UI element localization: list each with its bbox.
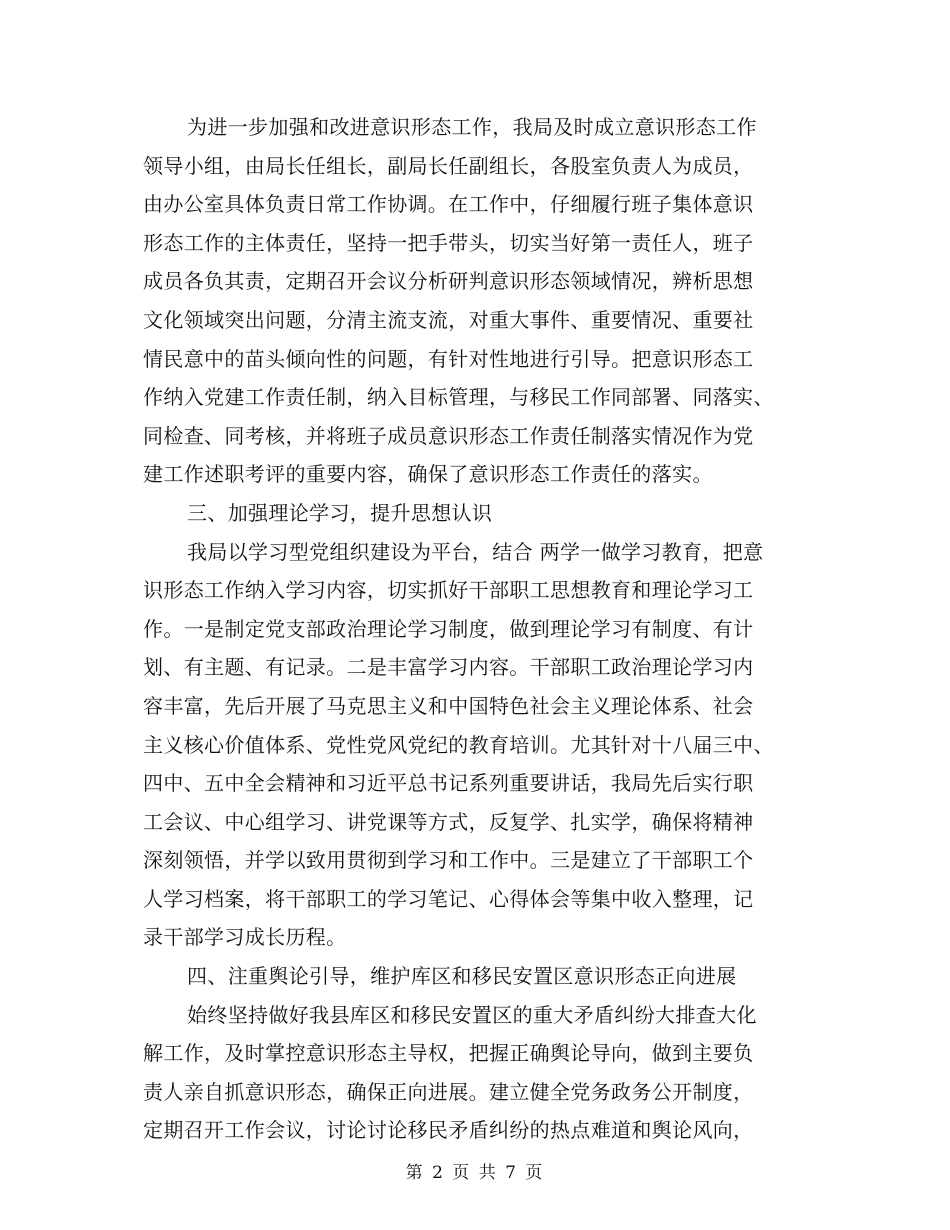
body-text	[143, 108, 811, 1150]
paragraph-line: 定期召开工作会议，讨论讨论移民矛盾纠纷的热点难道和舆论风向，	[143, 1118, 754, 1143]
section-heading: 三、加强理论学习，提升思想认识	[187, 500, 493, 525]
paragraph-line: 主义核心价值体系、党性党风党纪的教育培训。尤其针对十八届三中、	[143, 732, 774, 757]
paragraph-line: 容丰富，先后开展了马克思主义和中国特色社会主义理论体系、社会	[143, 693, 754, 718]
paragraph-line: 同检查、同考核，并将班子成员意识形态工作责任制落实情况作为党	[143, 423, 754, 448]
paragraph-line: 由办公室具体负责日常工作协调。在工作中，仔细履行班子集体意识	[143, 192, 754, 217]
paragraph-line: 录干部学习成长历程。	[143, 925, 347, 950]
paragraph-line: 四中、五中全会精神和习近平总书记系列重要讲话，我局先后实行职	[143, 771, 754, 796]
paragraph-line: 文化领域突出问题，分清主流支流，对重大事件、重要情况、重要社	[143, 307, 754, 332]
paragraph-line: 识形态工作纳入学习内容，切实抓好干部职工思想教育和理论学习工	[143, 578, 754, 603]
paragraph-line: 责人亲自抓意识形态，确保正向进展。建立健全党务政务公开制度，	[143, 1079, 754, 1104]
section-heading: 四、注重舆论引导，维护库区和移民安置区意识形态正向进展	[187, 964, 737, 989]
paragraph-line: 形态工作的主体责任，坚持一把手带头，切实当好第一责任人，班子	[143, 230, 754, 255]
paragraph-line: 领导小组，由局长任组长，副局长任副组长，各股室负责人为成员，	[143, 153, 754, 178]
paragraph-line: 建工作述职考评的重要内容，确保了意识形态工作责任的落实。	[143, 462, 713, 487]
paragraph-line: 深刻领悟，并学以致用贯彻到学习和工作中。三是建立了干部职工个	[143, 848, 754, 873]
paragraph-line: 始终坚持做好我县库区和移民安置区的重大矛盾纠纷大排查大化	[187, 1002, 757, 1027]
paragraph-line: 作。一是制定党支部政治理论学习制度，做到理论学习有制度、有计	[143, 616, 754, 641]
paragraph-line: 作纳入党建工作责任制，纳入目标管理，与移民工作同部署、同落实、	[143, 385, 774, 410]
paragraph-line: 为进一步加强和改进意识形态工作，我局及时成立意识形态工作	[187, 115, 757, 139]
paragraph-line: 情民意中的苗头倾向性的问题，有针对性地进行引导。把意识形态工	[143, 346, 754, 371]
paragraph-line: 解工作，及时掌控意识形态主导权，把握正确舆论导向，做到主要负	[143, 1041, 754, 1066]
paragraph-line: 人学习档案，将干部职工的学习笔记、心得体会等集中收入整理，记	[143, 886, 754, 911]
page-number-footer: 第 2 页 共 7 页	[405, 1163, 545, 1183]
paragraph-line: 划、有主题、有记录。二是丰富学习内容。干部职工政治理论学习内	[143, 655, 754, 680]
paragraph-line: 工会议、中心组学习、讲党课等方式，反复学、扎实学，确保将精神	[143, 809, 754, 834]
paragraph-line: 我局以学习型党组织建设为平台，结合 两学一做学习教育，把意	[187, 539, 764, 564]
paragraph-line: 成员各负其责，定期召开会议分析研判意识形态领域情况，辨析思想	[143, 269, 754, 294]
